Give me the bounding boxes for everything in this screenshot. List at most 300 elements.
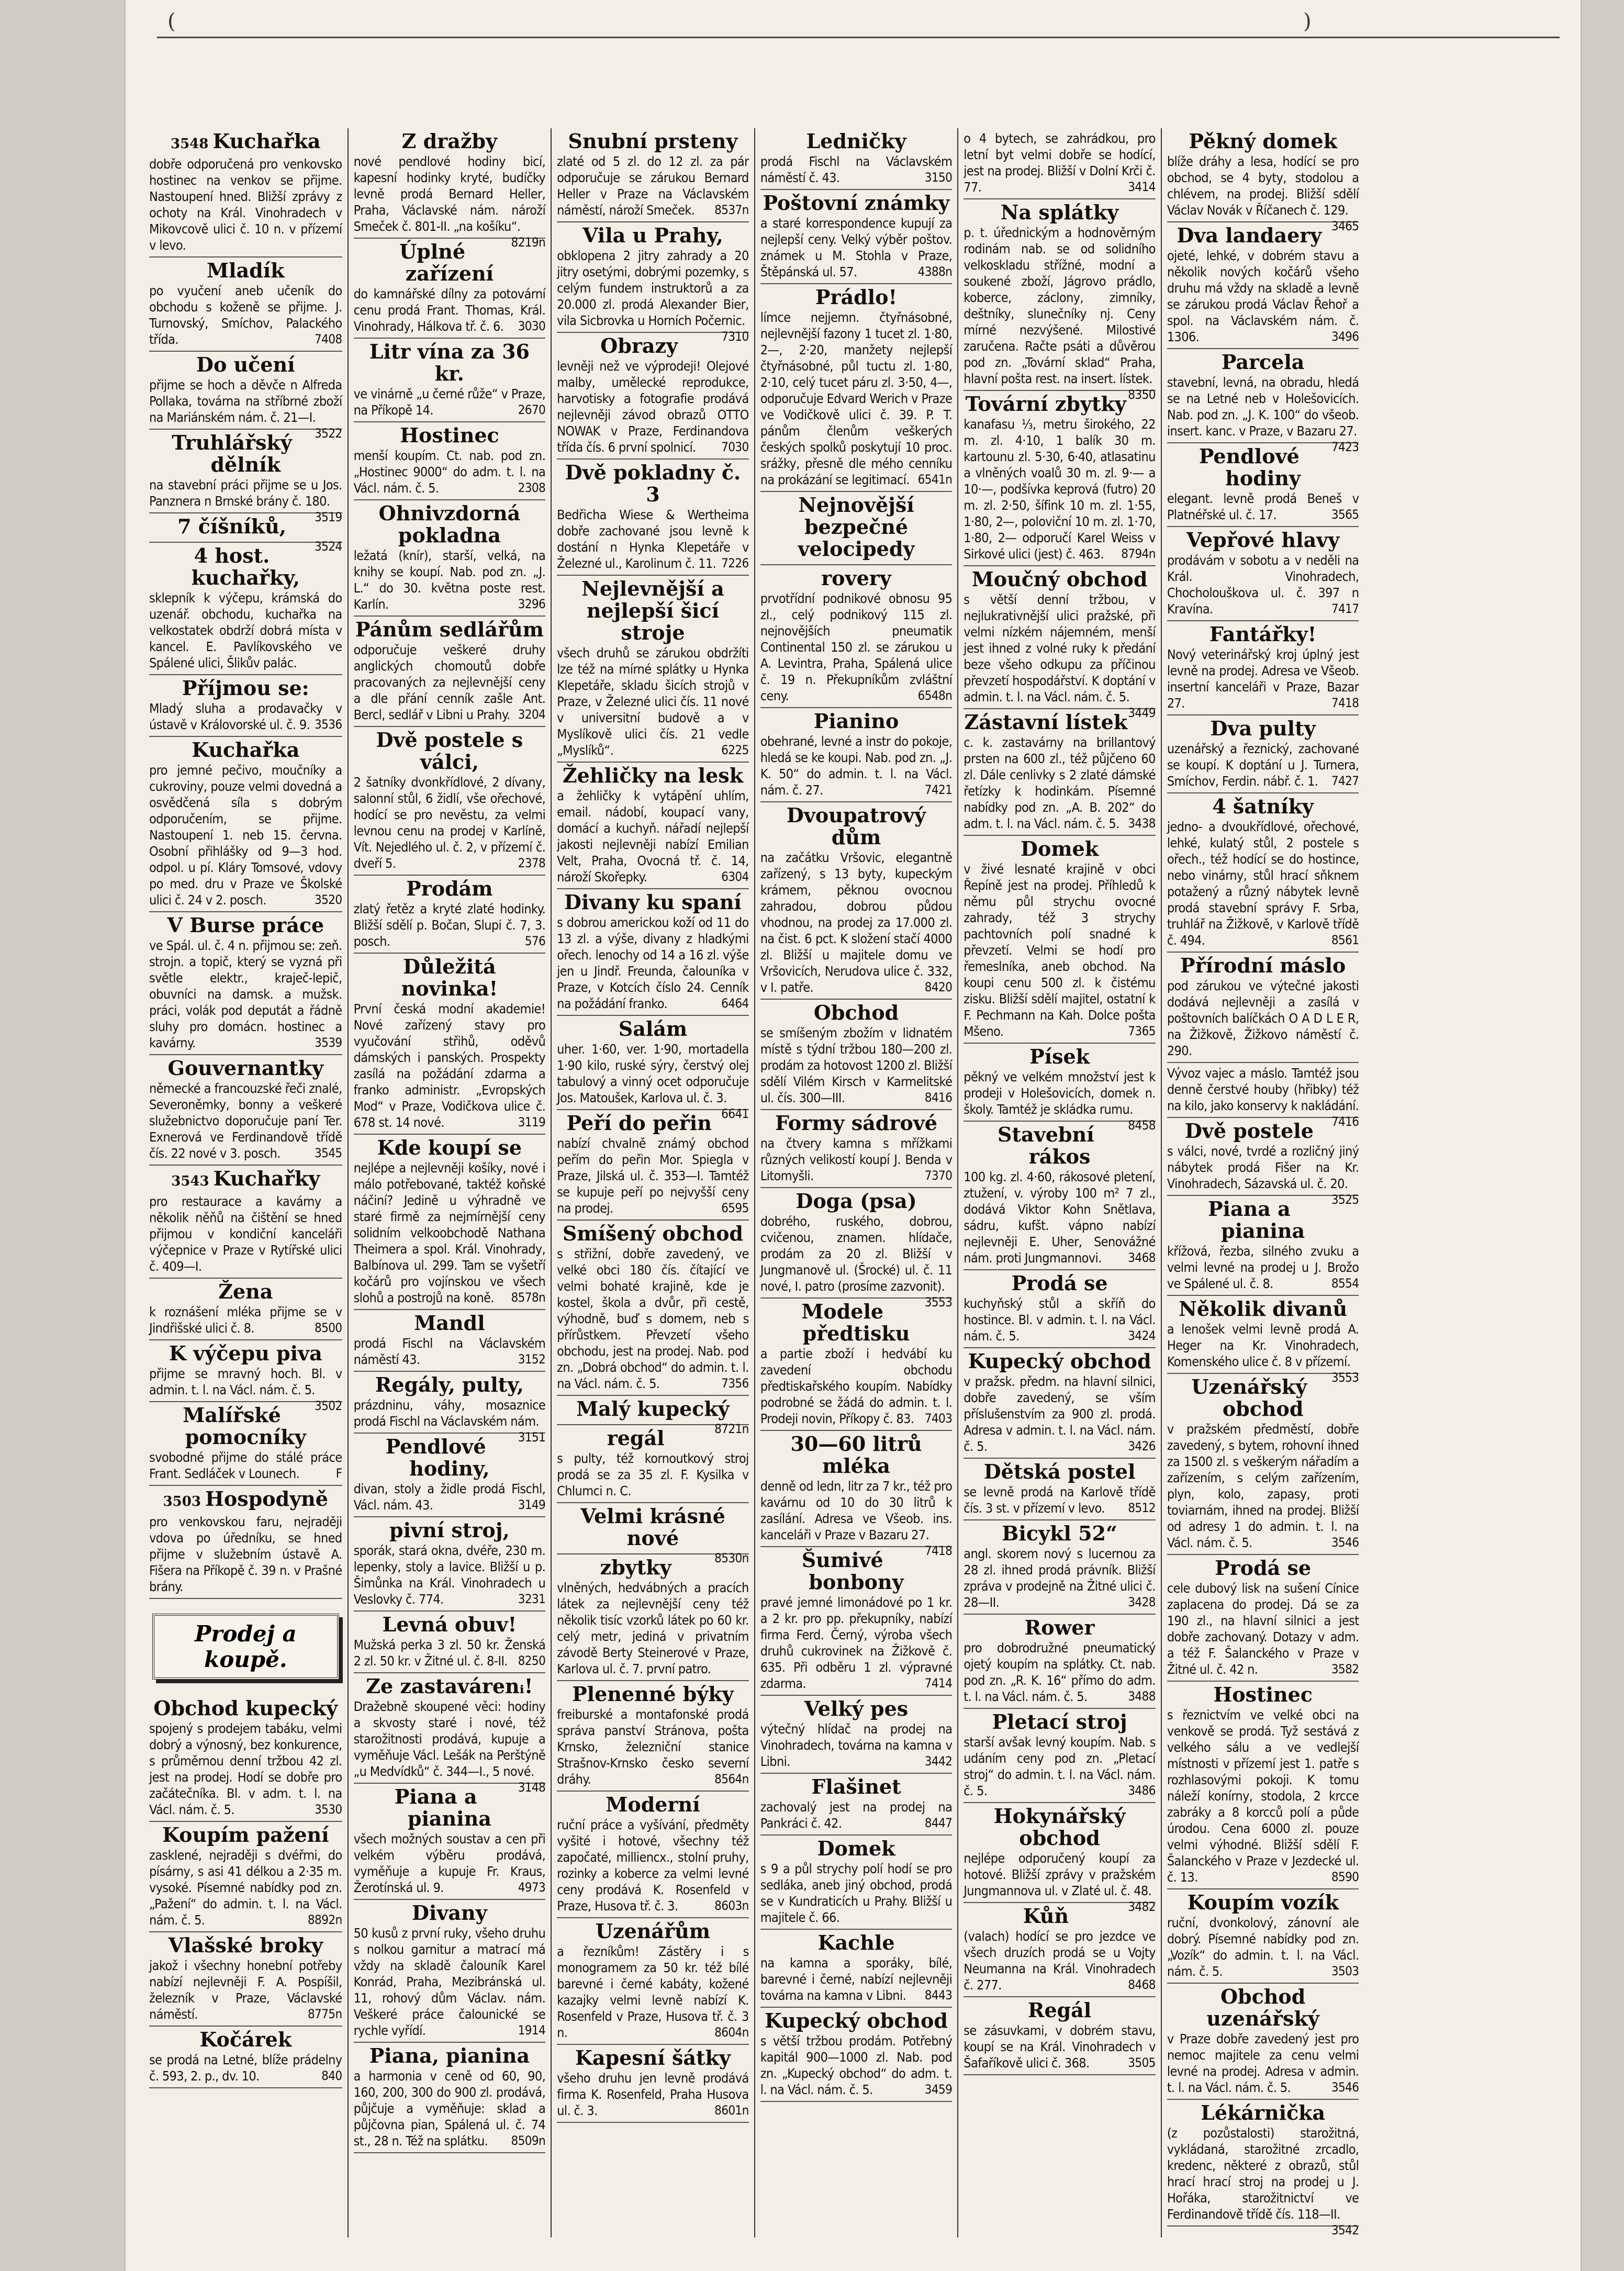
- ad-number: 3502: [315, 1399, 342, 1413]
- ad-number: 8603n: [714, 1898, 749, 1913]
- classified-ad: [354, 727, 546, 876]
- ad-title-text: Moučný obchod: [971, 567, 1148, 591]
- ad-text: (z pozůstalosti) starožitná, vykládaná, starožitné zrcadlo, kredenc, některé z obrazů, stůl hrací hrací stroj na prodej u J. Hořáka, starožitnictví ve Ferdinandově třídě čís. 118—II.: [1167, 2125, 1359, 2222]
- ad-title: [760, 130, 953, 152]
- ad-number: 3542: [1331, 2223, 1359, 2238]
- ad-title-text: Malý kupecký: [576, 1397, 730, 1420]
- ad-text: s střižní, dobře zavedený, ve velké obci 180 čís. čítající ve velmi bohaté krajině, kde je kostel, škola a dvůr, při cestě, výhodně, buď s domem, neb s přírůstkem. Převzetí všeho obchodu, jest na prodej. Nab. pod zn. „Dobrá obchod“ do admin. t. l. na Václ. nám. č. 5.: [557, 1246, 749, 1391]
- ad-text: s 9 a půl strychy polí hodí se pro sedláka, aneb jiný obchod, prodá se v Kundraticích u Prahy. Bližší u majitele č. 66.: [760, 1861, 953, 1925]
- ad-number: 3530: [315, 1802, 342, 1817]
- ad-title-text: Salám: [618, 1017, 688, 1041]
- ad-number: 2378: [518, 856, 546, 870]
- ad-title-text: Obchod uzenářský: [1206, 1985, 1319, 2030]
- ad-title: [354, 1312, 546, 1334]
- ad-number: 8578n: [511, 1290, 546, 1305]
- ad-text: sporák, stará okna, dvéře, 230 m. lepenky, stoly a lavice. Bližší u p. Šimůnka na Král. Vinohradech u Veslovky č. 774.: [353, 1543, 546, 1607]
- ad-title-text: Kuchařka: [212, 129, 321, 153]
- ad-title-text: 7 číšníků,: [177, 514, 286, 538]
- ad-title-text: Na splátky: [1000, 200, 1119, 224]
- ad-body: [964, 1373, 1156, 1455]
- ad-title-text: Obchod: [813, 1001, 899, 1024]
- ad-number: 8775n: [307, 2007, 342, 2021]
- classified-ad: [1167, 1555, 1359, 1682]
- ad-title: [557, 765, 749, 787]
- ad-number: 3553: [1331, 1370, 1359, 1385]
- column-3: [551, 128, 754, 2238]
- classified-ad: [353, 1372, 546, 1445]
- ad-title-text: rovery: [821, 566, 891, 590]
- ad-number: 3030: [518, 319, 546, 333]
- ad-number: 3459: [924, 2082, 953, 2097]
- ad-title: [149, 1057, 342, 1079]
- ad-text: Nový veterinářský kroj úplný jest levně na prodej. Adresa ve Všeob. insertní kanceláři v Praze, Bazar 27.: [1167, 647, 1359, 711]
- ad-number: 7418: [924, 1543, 953, 1558]
- ad-title: [964, 1272, 1156, 1294]
- ad-text: První česká modní akademie! Nové zařízený stavy pro vyučování střihů, oděvů dámských i panských. Prospekty zasílá na požádání zdarma a franko administr. „Evropských Mod“ v Praze, Vodičkova ulice č. 678 st. 14 nové.: [353, 1001, 546, 1130]
- ad-text: ve vinárně „u černé růže“ v Praze, na Příkopě 14.: [353, 386, 546, 418]
- classified-ad: [149, 2027, 342, 2088]
- ad-body: [149, 283, 342, 348]
- classified-ad: [557, 1016, 749, 1121]
- ad-title-text: Piana a pianina: [1207, 1197, 1305, 1243]
- classified-ad: [964, 1903, 1156, 1997]
- classified-ad: [1167, 1682, 1359, 1889]
- ad-number: 6225: [721, 743, 749, 757]
- ad-title-text: Zástavní lístek: [964, 710, 1128, 734]
- ad-number: 3546: [1331, 2080, 1359, 2095]
- ad-body: [760, 1135, 953, 1184]
- classified-ad: [964, 1348, 1156, 1459]
- ad-title-text: Domek: [817, 1837, 895, 1860]
- ad-text: dobrého, ruského, dobrou, cvičenou, znamen. hlídače, prodám za 20 zl. Bližší v Jungmanově ul. (Šrocké) ul. č. 11 nové, I. patro (prosíme zazvonit).: [760, 1214, 953, 1294]
- ad-text: po vyučení aneb učeník do obchodu s koženě se přijme. J. Turnovský, Smíchov, Palackého třída.: [149, 283, 342, 347]
- ad-title: [354, 878, 546, 900]
- ad-title-text: Pendlové hodiny: [1199, 444, 1301, 490]
- ad-title-text: Regál: [1027, 1998, 1092, 2022]
- ad-title-text: Prádlo!: [815, 285, 898, 309]
- ad-text: ve Spál. ul. č. 4 n. přijmou se: zeň. strojn. a topič, který se vyzná při světle elektr., kraječ-lepič, obuvníci na damsk. a mužsk. práci, volák pod deputát a řádně sluhy pro domácn. hostinec a kavárny.: [149, 938, 342, 1050]
- ad-number: 8537n: [714, 203, 749, 217]
- ad-text: pravé jemné limonádové po 1 kr. a 2 kr. pro pp. překupníky, nabízí firma Ferd. Černý, výroba všech druhů cukrovinek na Žižkově č. 635. Při odběru 1 zl. výpravné zdarma.: [760, 1595, 953, 1691]
- classified-ad: [1167, 1374, 1359, 1555]
- ad-text: se zásuvkami, v dobrém stavu, koupí se na Král. Vinohradech v Šafaříkově ulici č. 368.: [964, 2023, 1156, 2071]
- ad-title-text: Divany ku spaní: [564, 890, 742, 914]
- ad-number: 3152: [518, 1352, 546, 1367]
- ad-number: 8219n: [511, 235, 546, 250]
- ad-text: a řezníkům! Zástěry i s monogramem za 50 kr. též bílé barevné i černé kabáty, kožené kazajky velmi levně nabízí K. Rosenfeld v Praze, Husova tř. č. 3 n.: [557, 1944, 749, 2040]
- ad-title-text: 4 host. kuchařky,: [191, 544, 300, 589]
- ad-title-text: Ze zastavárenᵢ!: [366, 1674, 533, 1698]
- ad-number: 576: [524, 934, 546, 948]
- ad-title-text: Úplné zařízení: [399, 240, 494, 285]
- ad-text: stavební, levná, na obradu, hledá se na Letné neb v Holešovicích. Nab. pod zn. „J. K. 100“ do všeob. insert. kanc. v Praze, v Bazaru 27.: [1167, 375, 1359, 439]
- ad-title: [964, 711, 1156, 733]
- ad-title-text: Mladík: [207, 259, 285, 282]
- ad-title: [557, 578, 749, 644]
- ad-title: [354, 1374, 546, 1396]
- classified-ad: [760, 492, 953, 565]
- ad-body: [760, 2033, 953, 2098]
- ad-body: [557, 358, 749, 455]
- ad-title-text: Peří do peřin: [566, 1111, 712, 1135]
- ad-number: 3525: [1331, 1192, 1359, 1207]
- classified-ad: [557, 1554, 749, 1681]
- classified-ad: [1167, 443, 1359, 527]
- ad-body: [354, 1925, 546, 2039]
- ad-title: [354, 424, 546, 446]
- ad-title-text: Pletací stroj: [992, 1710, 1127, 1733]
- ad-title: [964, 1523, 1156, 1545]
- ad-number: 2670: [518, 402, 546, 417]
- ad-text: prodá Fischl na Václavském náměstí č. 43.: [760, 154, 953, 185]
- ad-title: [149, 677, 342, 699]
- ad-body: [1167, 1243, 1359, 1292]
- ad-title: [354, 729, 546, 773]
- ad-number: 7416: [1331, 1114, 1359, 1129]
- ad-title: [354, 1902, 546, 1924]
- ad-body: [149, 156, 342, 253]
- classified-ad: [149, 543, 342, 675]
- ad-title: [149, 260, 342, 282]
- classified-ad: [760, 1774, 953, 1836]
- ad-title-text: Kůň: [1023, 1904, 1069, 1928]
- ad-title-text: Bicykl 52“: [1002, 1522, 1117, 1545]
- ad-title-text: Kočárek: [199, 2028, 292, 2051]
- ad-title: [1167, 623, 1359, 645]
- ad-title-text: Kachle: [817, 1931, 895, 1954]
- classified-ad: [964, 1270, 1156, 1348]
- ad-body: [354, 386, 546, 418]
- ad-text: prvotřídní podnikové obnosu 95 zl., celý podnikový 115 zl. nejnovějších pneumatik Continental 150 zl. se zárukou u A. Levintra, Praha, Spálená ulice č. 19 n. Překupníkům zvláštní ceny.: [760, 591, 953, 703]
- ad-body: [964, 734, 1156, 832]
- classified-ad: [964, 128, 1156, 199]
- ad-body: [1167, 978, 1359, 1059]
- ad-title: [760, 710, 953, 732]
- ad-text: svobodné přijme do stálé práce Frant. Sedláček v Lounech.: [149, 1450, 342, 1481]
- ad-title-text: Koupím pažení: [162, 1823, 329, 1847]
- ad-number: 3505: [1128, 2055, 1156, 2070]
- classified-ad: [1167, 1889, 1359, 1984]
- classified-ad: [760, 1188, 953, 1310]
- ad-text: a harmonia v ceně od 60, 90, 160, 200, 300 do 900 zl. prodává, půjčuje a vyměňuje: sklad a půjčovna pian, Spálená ul. č. 74 st., 28 n. Též na splátku.: [353, 2068, 546, 2149]
- ad-text: jakož i všechny honební potřeby nabízí nejlevněji F. A. Pospíšil, železník v Praze, Václavské náměstí.: [149, 1958, 342, 2022]
- classified-ad: [1167, 128, 1359, 233]
- ad-text: zachovalý jest na prodej na Pankráci č. 42.: [760, 1799, 953, 1831]
- ad-body: [1167, 2125, 1359, 2238]
- ad-body: [1167, 741, 1359, 789]
- ad-number: 8530n: [714, 1551, 749, 1565]
- ad-text: odporučuje veškeré druhy anglických chomoutů dobře pracovaných za nejlevnější ceny a dle přání cenník zašle Ant. Bercl, sedlář v Libni u Prahy.: [353, 642, 546, 722]
- ad-text: Dražebně skoupené věci: hodiny a skvosty staré i nové, též starožitnosti prodává, kupuje a vyměňuje Václ. Lešák na Perštýně „u Medvídků“ č. 344—I., 5 nové.: [353, 1699, 546, 1779]
- ad-title-text: Pánům sedlářům: [355, 618, 544, 641]
- ad-title: [760, 1698, 953, 1720]
- classified-ad: [557, 1918, 749, 2045]
- ad-number: 3150: [924, 170, 953, 185]
- ad-title: [1167, 445, 1359, 489]
- ad-title: [149, 432, 342, 476]
- ad-text: nové pendlové hodiny bicí, kapesní hodinky kryté, budíčky levně prodá Bernard Heller, Praha, Václavské nám. nároží Smeček č. 801-II. „na košíku“.: [353, 154, 546, 234]
- classified-ad: [557, 1110, 749, 1221]
- ad-text: pro venkovskou faru, nejraději vdova po úředníku, se hned přijme v služebním ústavě A. Fišera na Příkopě č. 39 n. v Prašné brány.: [149, 1514, 342, 1594]
- ad-text: elegant. levně prodá Beneš v Platnéřské ul. č. 17.: [1167, 491, 1359, 522]
- ad-title: [1167, 225, 1359, 247]
- ad-number: 7370: [924, 1168, 953, 1183]
- ad-body: [964, 1928, 1156, 1993]
- ad-body: [557, 914, 749, 1012]
- ad-title-text: Žehličky na lesk: [562, 764, 743, 787]
- ad-title: [760, 192, 953, 214]
- ad-text: pod zárukou ve výtečné jakosti dodává nejlevněji a zasílá v poštovních balíčkách O A D L E R, na Žižkově, Žižkovo náměstí č. 290.: [1167, 978, 1359, 1058]
- classified-ad: [964, 1803, 1156, 1914]
- ad-body: [149, 1193, 342, 1274]
- ad-title-text: Smíšený obchod: [562, 1222, 744, 1245]
- ad-title: [964, 1124, 1156, 1168]
- ad-body: [557, 645, 749, 758]
- classified-ad: [354, 954, 546, 1135]
- ad-text: p. t. úřednickým a hodnověrným rodinám nab. se od solidního velkoskladu střížné, modní a soukené zboží, Jágrovo prádlo, koberce, záclony, zimníky, deštníky, slunečníky nj. Ceny mírné nezvýšené. Milostivé zaručena. Račte psáti a důvěrou pod zn. „Tovární sklad“ Praha, hlavní pošta rest. na insert. lístek.: [964, 225, 1156, 386]
- ad-title: [557, 1018, 749, 1040]
- ad-text: se smíšeným zbožím v lidnatém místě s týdní tržbou 180—200 zl. prodám za hotovost 1200 zl. Bližší sdělí Vilém Kirsch v Karmelitské ul. čís. 300—III.: [760, 1025, 953, 1105]
- ad-text: na začátku Vršovic, elegantně zařízený, s 13 byty, kupeckým krámem, pěknou ovocnou zahradou, dobrou půdou vhodnou, na prodej za 17.000 zl. na čist. 6 pct. K složení stačí 4000 zl. Bližší u majitele domu ve Vršovicích, Nerudova ulice č. 332, v I. patře.: [760, 850, 953, 995]
- ad-text: a partie zboží i hedvábí ku zavedení obchodu předtiskařského koupím. Nabídky podrobné se žádá do admin. t. l. Prodeji novin, Příkopy č. 83.: [760, 1346, 953, 1426]
- classified-ad: [760, 190, 953, 284]
- ad-number: 3582: [1331, 1662, 1359, 1676]
- ad-body: [1167, 819, 1359, 948]
- ad-body: [1167, 490, 1359, 523]
- ad-title-text: Obchod kupecký: [153, 1696, 338, 1720]
- ad-title-text: zbytky: [600, 1556, 671, 1579]
- classified-ad: [1167, 222, 1359, 349]
- ad-title: [964, 1461, 1156, 1483]
- ad-body: [1167, 646, 1359, 711]
- ad-title: [354, 956, 546, 1000]
- ad-number: 6464: [721, 996, 749, 1011]
- classified-ad: [760, 1431, 953, 1558]
- ad-text: v živé lesnaté krajině v obci Řepíně jest na prodej. Příhledů k němu půl strychu ovocné zahrady, též 3 strychy pachtovních polí snadné k převzetí. Velmi se hodí pro řemeslníka, aneb obchod. Na koupi cenu 500 zl. k čistému zisku. Bližší sdělí majitel, ostatní k F. Pechmann na Kah. Dolce pošta Mšeno.: [964, 862, 1156, 1039]
- ad-body: [557, 1246, 749, 1392]
- ad-title: [760, 1838, 953, 1860]
- classified-ad: [1167, 1196, 1359, 1296]
- classified-ad: [1167, 1296, 1359, 1385]
- ad-title: [964, 1711, 1156, 1733]
- ad-text: zlaté od 5 zl. do 12 zl. za pár odporučuje se zárukou Bernard Heller v Praze na Václavském náměstí, nároží Smeček.: [557, 154, 749, 218]
- ad-title-text: Rower: [1024, 1616, 1095, 1639]
- ad-body: [354, 1637, 546, 1669]
- ad-text: s dobrou americkou koží od 11 do 13 zl. a výše, divany z hladkými ořech. lenochy od 14 a 16 zl. výše jen u Jindř. Freunda, čalouníka v Praze, v Kotcích číslo 24. Cenník na požádání franko.: [557, 915, 749, 1011]
- ad-text: v pražsk. předm. na hlavní silnici, dobře zavedený, se vším příslušenstvím za 900 zl. prodá. Adresa v admin. t. l. na Václ. nám. č. 5.: [964, 1374, 1156, 1454]
- ad-title: [354, 1614, 546, 1636]
- column-5: [957, 128, 1161, 2238]
- ad-title: [760, 1301, 953, 1345]
- ad-title: [760, 286, 953, 308]
- ad-number: 3468: [1128, 1250, 1156, 1265]
- ad-body: [354, 448, 546, 496]
- ad-body: [354, 1831, 546, 1896]
- ad-number: 4973: [518, 1880, 546, 1895]
- ad-number: 3482: [1128, 1899, 1156, 1914]
- classified-ad: [557, 2045, 749, 2123]
- classified-ad: [760, 1110, 953, 1188]
- ad-number: 3204: [518, 707, 546, 722]
- ad-body: [354, 901, 546, 949]
- ad-title: [557, 225, 749, 247]
- ad-body: [557, 1817, 749, 1914]
- ad-title: [1167, 718, 1359, 740]
- ad-body: [557, 1135, 749, 1216]
- ad-body: [760, 1955, 953, 2004]
- ad-number: 7408: [315, 332, 342, 346]
- ad-number: 1914: [518, 2023, 546, 2038]
- classified-ad: [149, 1166, 342, 1279]
- classified-ad: [353, 1673, 546, 1795]
- ad-text: pěkný ve velkém množství jest k prodeji v Holešovicích, domek n. školy. Tamtéž je skládka rumu.: [964, 1069, 1156, 1117]
- ad-number: 8590: [1331, 1870, 1359, 1884]
- top-left-mark: (: [167, 9, 176, 33]
- ad-title-text: Příjmou se:: [182, 676, 309, 700]
- ad-body: [557, 1706, 749, 1787]
- ad-text: k roznášení mléka přijme se v Jindřišské ulici č. 8.: [149, 1304, 342, 1336]
- classified-ad: [557, 460, 749, 576]
- ad-number: 8468: [1128, 1977, 1156, 1992]
- ad-title: [149, 1281, 342, 1303]
- ad-text: levněji než ve výprodeji! Olejové malby, umělecké reprodukce, harvotisky a fotografie prodává nejlevněji závod obrazů OTTO NOWAK v Praze, Ferdinandova třída čís. 6 první spolnicí.: [557, 359, 749, 455]
- ad-title: [760, 494, 953, 560]
- ad-title-text: 4 šatníky: [1212, 795, 1314, 818]
- ad-number: 3524: [315, 539, 342, 554]
- ad-number: 3414: [1128, 180, 1156, 194]
- ad-title-text: Poštovní známky: [763, 191, 950, 215]
- ad-body: [760, 1799, 953, 1831]
- ad-title-text: Hokynářský obchod: [993, 1804, 1126, 1850]
- ad-number: 8350: [1128, 387, 1156, 402]
- ad-title: [1167, 529, 1359, 551]
- ad-text: kanafasu ⅓, metru širokého, 22 m. zl. 4·10, 1 balík 30 m. kartounu zl. 5·30, 6·40, atlasatinu a vlněných voalů 30 m. zl. 9·— a 10·—, podšívka keprová (futro) 20 m. zl. 2·50, šífink 10 m. zl. 1·55, 1·80, 2—, poloviční 10 m. zl. 1·70, 1·80, 2— odporučí Karel Weiss v Sirkové ulici (jest) č. 463.: [964, 417, 1156, 562]
- ad-title-text: Malířské pomocníky: [183, 1403, 306, 1449]
- ad-body: [354, 547, 546, 612]
- classified-ad: [354, 1434, 546, 1517]
- ad-title: [354, 2045, 546, 2067]
- ad-number: 8420: [924, 980, 953, 994]
- classified-ad: [354, 1612, 546, 1673]
- ad-text: dobře odporučená pro venkovsko hostinec na venkov se přijme. Nastoupení hned. Bližší zprávy z ochoty na Král. Vinohradech v Mikovcově ulici č. 10 n. v přízemí v levo.: [149, 156, 342, 253]
- ad-body: [557, 1450, 749, 1499]
- classified-ad: [557, 128, 749, 222]
- ad-title-text: Dvě pokladny č. 3: [565, 461, 741, 506]
- ad-title: [964, 393, 1156, 415]
- classified-ad: [354, 422, 546, 500]
- ad-number: 7418: [1331, 696, 1359, 710]
- ad-text: přijme se hoch a děvče n Alfreda Pollaka, továrna na stříbrné zboží na Mariánském nám. č. 21—I.: [149, 377, 342, 425]
- ad-body: [149, 762, 342, 908]
- ad-number: F: [335, 1466, 342, 1481]
- ad-title: [149, 1488, 342, 1513]
- ad-text: křížová, řezba, silného zvuku a velmi levné na prodej u J. Brožo ve Spálené ul. č. 8.: [1167, 1244, 1359, 1291]
- ad-body: [149, 700, 342, 733]
- ad-text: menší koupím. Ct. nab. pod zn. „Hostinec 9000“ do adm. t. l. na Václ. nám. č. 5.: [353, 448, 546, 496]
- ad-body: [149, 1957, 342, 2022]
- ad-title: [557, 1112, 749, 1134]
- classified-ad: [964, 709, 1156, 836]
- ad-title: [1167, 796, 1359, 818]
- ad-title: [354, 1519, 546, 1541]
- classified-ad: [760, 128, 953, 190]
- ad-title-text: Kuchařky: [213, 1167, 320, 1190]
- ad-title-text: Truhlářský dělník: [172, 431, 292, 476]
- ad-title: [354, 341, 546, 385]
- ad-text: nabízí chvalně známý obchod peřím do peřin Mor. Spiegla v Praze, Jilská ul. č. 353—I. Tamtéž se kupuje peří po nejvyšší ceny na prodej.: [557, 1136, 749, 1216]
- ad-text: jedno- a dvoukřídlové, ořechové, lehké, kulatý stůl, 2 postele s ořech., též hodící se do hostince, nebo vinárny, stůl hrací sňknem potažený a různý nábytek levně prodá stavební správy F. Srba, truhlář na Žižkově, v Karlově třídě č. 494.: [1167, 819, 1359, 948]
- ad-title: [964, 1617, 1156, 1639]
- ad-title-text: Kde koupí se: [377, 1136, 522, 1159]
- classified-ad: [1167, 1984, 1359, 2100]
- ad-title: [1167, 1986, 1359, 2030]
- classified-ad: [557, 889, 749, 1016]
- classified-ad: [1167, 527, 1359, 621]
- classified-ad: [149, 258, 342, 352]
- ad-title: [760, 1932, 953, 1954]
- ad-title: [1167, 1376, 1359, 1420]
- ad-title-text: Hostinec: [400, 423, 499, 447]
- ad-number: 3231: [518, 1592, 546, 1606]
- ad-title-text: Prodám: [406, 877, 493, 900]
- ad-body: [354, 1542, 546, 1607]
- ad-number: 7403: [924, 1411, 953, 1426]
- classified-ad: [760, 1836, 953, 1930]
- classified-ad: [557, 576, 749, 763]
- ad-text: ojeté, lehké, v dobrém stavu a několik nových kočárů všeho druhu má vždy na skladě a levně se zárukou prodá Václav Řehoř a spol. na Václavském nám. č. 1306.: [1167, 248, 1359, 344]
- ad-text: v pražském předměstí, dobře zavedený, s bytem, rohovní ihned za 1500 zl. s veškerým nářadím a zařízením, s celým zařízením, plyn, kolo, zapasy, proti toviarnám, ihned na prodej. Bližší od adresy 1 do admin. t. l. na Václ. nám. č. 5.: [1167, 1422, 1359, 1550]
- ad-body: [149, 1304, 342, 1336]
- ad-text: uher. 1·60, ver. 1·90, mortadella 1·90 kilo, ruské sýry, čerstvý olej tabulový a vinný ocet odporučuje Jos. Matoušek, Karlova ul. č. 3.: [557, 1042, 749, 1105]
- classified-ad: [964, 199, 1156, 402]
- ad-title: [557, 130, 749, 152]
- ad-body: [760, 1025, 953, 1106]
- ad-title: [557, 1794, 749, 1816]
- ad-number: 7423: [1331, 440, 1359, 454]
- ad-title-text: regál: [607, 1426, 665, 1450]
- classified-ad: [1167, 1118, 1359, 1207]
- ad-title-text: Kuchařka: [192, 738, 300, 762]
- ad-number: 3426: [1128, 1439, 1156, 1453]
- ad-text: cele dubový lisk na sušení Cínice zaplacena do prodej. Dá se za 190 zl., na hlavní silnici a jest dobře zachovaný. Dotazy v adm. a též F. Šalanckého v Praze v Žitné ul. č. 42 n.: [1167, 1581, 1359, 1677]
- ad-title-text: Šumivé bonbony: [801, 1548, 904, 1594]
- ad-text: zlatý řetěz a kryté zlaté hodinky. Bližší sdělí p. Bočan, Slupi č. 7, 3. posch.: [353, 901, 546, 949]
- ad-text: límce nejjemn. čtyřnásobné, nejlevnější fazony 1 tucet zl. 1·80, 2—, 2·20, manžety nejlepší čtyřnásobné, půl tuctu zl. 1·80, 2·10, celý tucet páru zl. 3·50, 4—, odporučuje Edvard Werich v Praze ve Vodičkově ulici č. 39. P. T. pánům členům veškerých českých spolků poskytují 10 proc. srážky, přesně dle mého cenníku na prokázání se legitimací.: [760, 310, 953, 487]
- ad-title-text: Kupecký obchod: [968, 1349, 1151, 1373]
- ad-number: 7356: [721, 1376, 749, 1391]
- ad-text: všeho druhu jen levně prodává firma K. Rosenfeld, Praha Husova ul. č. 3.: [557, 2071, 749, 2118]
- ad-text: s větší tržbou prodám. Potřebný kapitál 900—1000 zl. Nab. pod zn. „Kupecký obchod“ do adm. t. l. na Václ. nám. č. 5.: [760, 2033, 953, 2097]
- ad-text: Mužská perka 3 zl. 50 kr. Ženská 2 zl. 50 kr. v Žitné ul. č. 8-II.: [353, 1637, 546, 1669]
- ad-title-text: Formy sádrové: [775, 1111, 937, 1135]
- ad-text: angl. skorem nový s lucernou za 28 zl. ihned prodá právník. Bližší zpráva v prodejně na Žitné ulici č. 28—II.: [964, 1546, 1156, 1610]
- ad-text: na čtvery kamna s mřížkami různých velikostí koupí J. Benda v Litomyšli.: [760, 1136, 953, 1183]
- ad-number: 7421: [924, 782, 953, 797]
- ad-title: [1167, 955, 1359, 977]
- classified-ad: [760, 1696, 953, 1774]
- ad-body: [760, 733, 953, 798]
- ad-body: [964, 130, 1156, 195]
- ad-number: 8250: [518, 1653, 546, 1668]
- ad-body: [149, 1366, 342, 1413]
- ad-number: 3148: [518, 1780, 546, 1795]
- ad-title-text: Uzenářům: [595, 1919, 710, 1943]
- ad-text: prázdninu, váhy, mosaznice prodá Fischl na Václavském nám.: [353, 1397, 546, 1429]
- ad-body: [1167, 248, 1359, 345]
- ad-text: nejlépe odporučený koupí za hotové. Bližší zprávy v pražském Jungmannova ul. v Zlaté ul. č. 48.: [964, 1851, 1156, 1898]
- ad-title-text: Parcela: [1221, 350, 1305, 374]
- ad-body: [1167, 1143, 1359, 1207]
